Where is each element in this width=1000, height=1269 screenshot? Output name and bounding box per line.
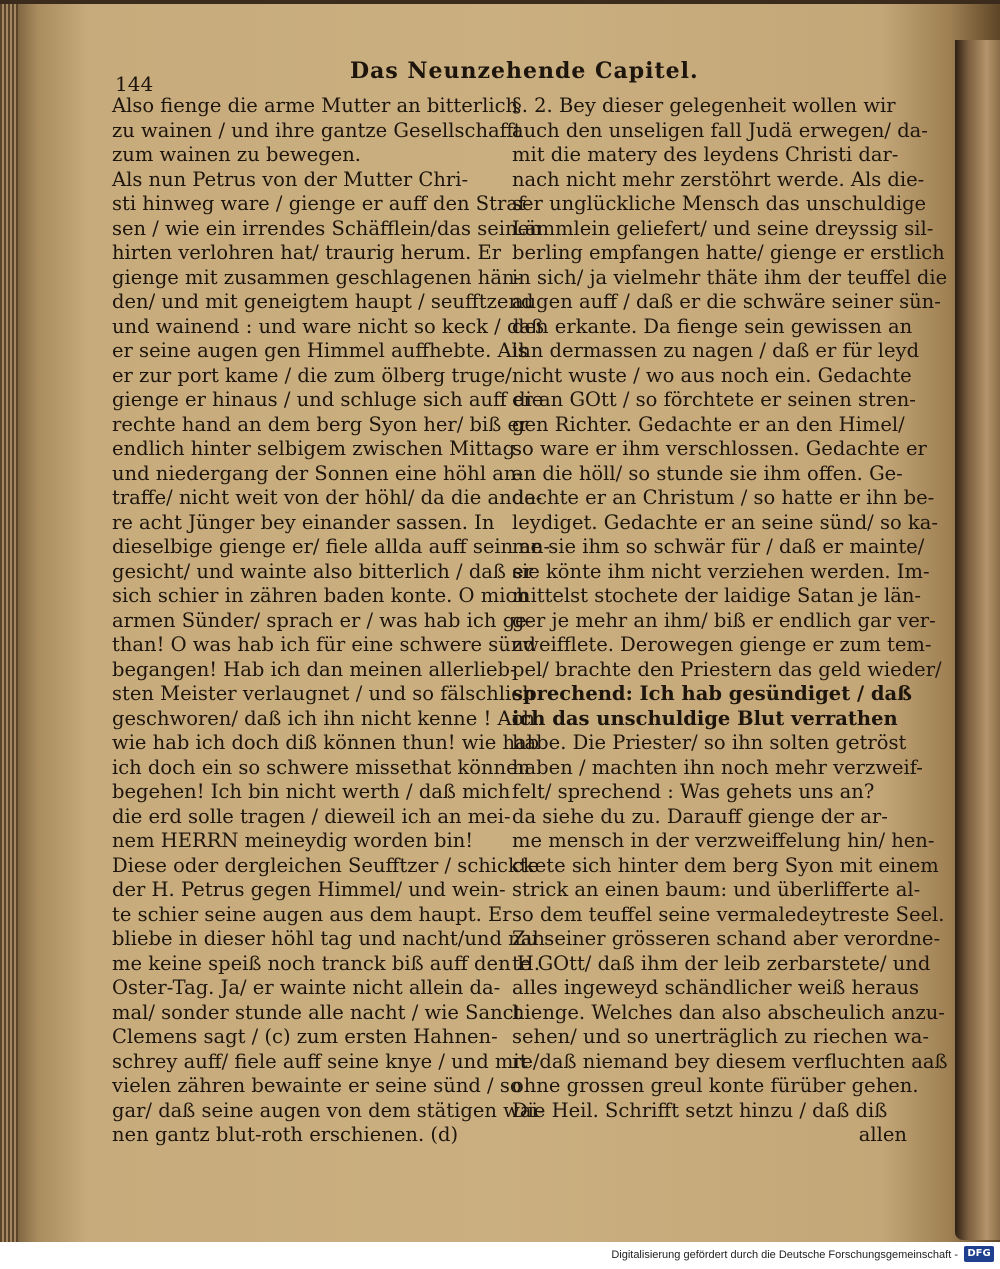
text-line: sich schier in zähren baden konte. O mich <box>112 584 529 607</box>
text-line: me keine speiß noch tranck biß auff den H. <box>112 951 541 975</box>
text-line: vielen zähren bewainte er seine sünd / so <box>112 1074 522 1097</box>
text-line: nicht wuste / wo aus noch ein. Gedachte <box>512 363 912 387</box>
text-line: strick an einen baum: und überlifferte al- <box>512 878 921 901</box>
text-line: te GOtt/ daß ihm der leib zerbarstete/ und <box>512 951 931 975</box>
text-line: Zu seiner grösseren schand aber verordne- <box>512 927 941 950</box>
dfg-logo-icon: DFG <box>964 1246 994 1262</box>
text-line: gienge er hinaus / und schluge sich auff die <box>112 388 544 411</box>
text-line: Clemens sagt / (c) zum ersten Hahnen- <box>112 1025 498 1048</box>
text-line: er zur port kame / die zum ölberg truge/ <box>112 363 512 387</box>
text-line: ser unglückliche Mensch das unschuldige <box>512 192 927 215</box>
text-line: in sich/ ja vielmehr thäte ihm der teuffel die <box>512 265 948 289</box>
text-line: und niedergang der Sonnen eine höhl an- <box>112 461 524 485</box>
text-line: dieselbige gienge er/ fiele allda auff sein an- <box>112 535 551 558</box>
text-line: hienge. Welches dan also abscheulich anzu- <box>512 1000 945 1024</box>
text-line: gen Richter. Gedachte er an den Himel/ <box>512 412 905 436</box>
text-line: augen auff / daß er die schwäre seiner sün- <box>512 290 941 313</box>
text-line: gienge mit zusammen geschlagenen hän- <box>112 265 522 289</box>
text-line: berling empfangen hatte/ gienge er erstlich <box>512 241 945 264</box>
text-line: sehen/ und so unerträglich zu riechen wa- <box>512 1025 929 1048</box>
text-line: ihn dermassen zu nagen / daß er für leyd <box>512 339 920 362</box>
text-line: than! O was hab ich für eine schwere sünd <box>112 633 536 656</box>
text-line: mittelst stochete der laidige Satan je län- <box>512 584 921 607</box>
text-line: sten Meister verlaugnet / und so fälschlich <box>112 682 535 705</box>
text-line: hirten verlohren hat/ traurig herum. Er <box>112 241 502 264</box>
text-line: felt/ sprechend : Was gehets uns an? <box>512 780 875 803</box>
text-line: zweifflete. Derowegen gienge er zum tem- <box>512 633 932 656</box>
text-line: habe. Die Priester/ so ihn solten getröst <box>512 731 907 754</box>
right-column <box>512 94 948 1148</box>
text-line: ohne grossen greul konte fürüber gehen. <box>512 1074 919 1097</box>
text-line: mit die matery des leydens Christi dar- <box>512 143 899 166</box>
quote-line: sprechend: Ich hab gesündiget / daß <box>512 682 912 705</box>
text-line: haben / machten ihn noch mehr verzweif- <box>512 755 923 779</box>
text-line: gar/ daß seine augen von dem stätigen wai- <box>112 1098 545 1122</box>
text-line: me mensch in der verzweiffelung hin/ hen- <box>512 829 935 852</box>
text-line: armen Sünder/ sprach er / was hab ich ge- <box>112 608 534 632</box>
text-line: nem HERRN meineydig worden bin! <box>112 829 474 852</box>
text-line: Die Heil. Schrifft setzt hinzu / daß diß <box>512 1098 888 1122</box>
text-line: auch den unseligen fall Judä erwegen/ da- <box>512 118 928 142</box>
text-line: gesicht/ und wainte also bitterlich / daß er <box>112 559 534 583</box>
text-line: die erd solle tragen / dieweil ich an mei- <box>112 804 511 828</box>
text-line: zum wainen zu bewegen. <box>112 143 361 166</box>
text-line: traffe/ nicht weit von der höhl/ da die ande- <box>112 486 543 509</box>
text-line: sti hinweg ware / gienge er auff den Straf- <box>112 192 532 215</box>
text-line: so ware er ihm verschlossen. Gedachte er <box>512 437 927 460</box>
text-line: begehen! Ich bin nicht werth / daß mich <box>112 780 511 803</box>
text-line: wie hab ich doch diß können thun! wie hab <box>112 731 540 754</box>
text-line: da siehe du zu. Darauff gienge der ar- <box>512 804 888 828</box>
text-line: bliebe in dieser höhl tag und nacht/und nah- <box>112 927 552 950</box>
running-head: Das Neunzehende Capitel. <box>350 58 699 84</box>
text-line: §. 2. Bey dieser gelegenheit wollen wir <box>512 94 896 117</box>
text-line: pel/ brachte den Priestern das geld wieder/ <box>512 657 942 681</box>
quote-line: ich das unschuldige Blut verrathen <box>512 706 898 730</box>
text-line: te schier seine augen aus dem haupt. Er <box>112 902 512 926</box>
text-line: und wainend : und ware nicht so keck / daß <box>112 314 545 338</box>
text-line: geschworen/ daß ich ihn nicht kenne ! Ach <box>112 706 536 730</box>
text-line: nach nicht mehr zerstöhrt werde. Als die- <box>512 167 925 191</box>
catchword: allen <box>858 1123 907 1146</box>
text-line: ger je mehr an ihm/ biß er endlich gar ver- <box>512 608 936 632</box>
page-edges <box>0 4 18 1242</box>
text-line: nen gantz blut-roth erschienen. (d) <box>112 1123 459 1146</box>
text-line: ich doch ein so schwere missethat können <box>112 755 531 779</box>
left-column <box>112 94 552 1148</box>
text-line: Diese oder dergleichen Seufftzer / schickte <box>112 853 540 877</box>
text-line: zu wainen / und ihre gantze Gesellschafft <box>112 118 522 142</box>
text-line: Als nun Petrus von der Mutter Chri- <box>112 167 469 191</box>
text-line: Lämmlein geliefert/ und seine dreyssig sil- <box>512 216 934 240</box>
text-line: begangen! Hab ich dan meinen allerlieb- <box>112 657 517 681</box>
text-line: alles ingeweyd schändlicher weiß heraus <box>512 976 920 999</box>
text-line: re/daß niemand bey diesem verfluchten aaß <box>512 1049 948 1073</box>
text-line: so dem teuffel seine vermaledeytreste Seel. <box>512 902 945 926</box>
text-line: er an GOtt / so förchtete er seinen stren- <box>512 388 916 411</box>
text-line: schrey auff/ fiele auff seine knye / und mit <box>112 1049 528 1073</box>
facing-page-edge <box>955 40 1000 1240</box>
text-line: ckete sich hinter dem berg Syon mit einem <box>512 853 939 877</box>
text-line: der H. Petrus gegen Himmel/ und wein- <box>112 878 506 901</box>
text-line: Also fienge die arme Mutter an bitterlich <box>112 94 519 117</box>
text-line: sen / wie ein irrendes Schäfflein/das seinen <box>112 216 542 240</box>
page-number: 144 <box>115 72 154 96</box>
text-line: Oster-Tag. Ja/ er wainte nicht allein da- <box>112 976 501 999</box>
text-line: dachte er an Christum / so hatte er ihn be- <box>512 486 935 509</box>
text-line: me sie ihm so schwär für / daß er mainte/ <box>512 535 925 558</box>
text-line: sie könte ihm nicht verziehen werden. Im- <box>512 559 930 583</box>
text-line: er seine augen gen Himmel auffhebte. Als <box>112 339 528 362</box>
footer-credit: Digitalisierung gefördert durch die Deutsche Forschungsgemeinschaft - <box>611 1249 958 1261</box>
text-line: mal/ sonder stunde alle nacht / wie Sanct <box>112 1000 522 1024</box>
text-line: rechte hand an dem berg Syon her/ biß er <box>112 412 529 436</box>
text-line: re acht Jünger bey einander sassen. In <box>112 510 495 534</box>
text-line: an die höll/ so stunde sie ihm offen. Ge- <box>512 461 903 485</box>
text-line: endlich hinter selbigem zwischen Mittag <box>112 437 516 460</box>
text-line: leydiget. Gedachte er an seine sünd/ so ka- <box>512 510 938 534</box>
text-line: den/ und mit geneigtem haupt / seufftzend <box>112 290 534 313</box>
text-line: den erkante. Da fienge sein gewissen an <box>512 314 913 338</box>
